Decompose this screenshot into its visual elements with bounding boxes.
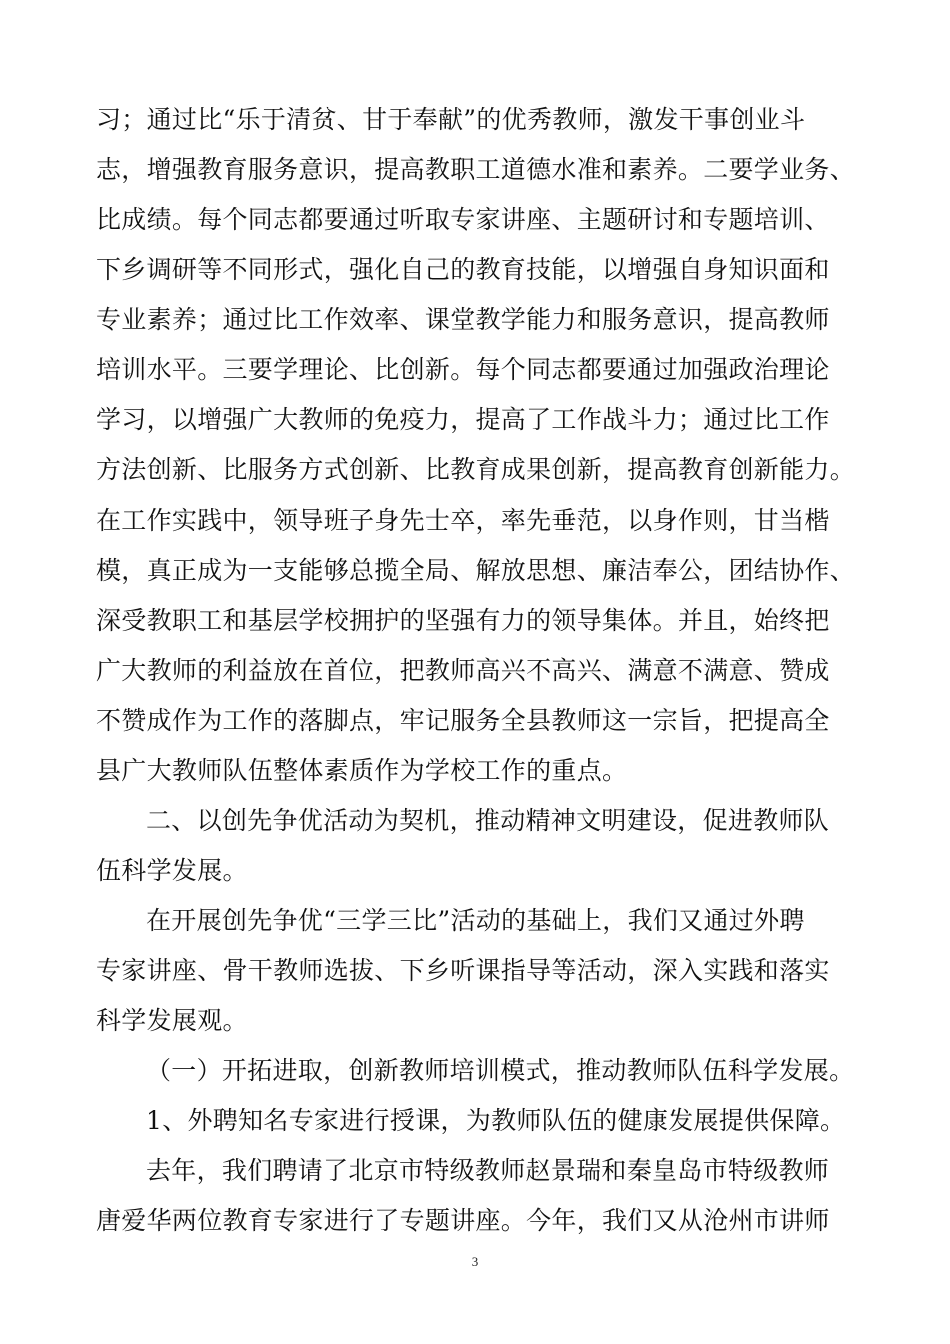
text-line: 不赞成作为工作的落脚点，牢记服务全县教师这一宗旨，把提高全: [96, 706, 830, 735]
subheading-line: 1、外聘知名专家进行授课，为教师队伍的健康发展提供保障。: [146, 1106, 846, 1135]
text-line: 科学发展观。: [96, 1006, 248, 1035]
text-line: 方法创新、比服务方式创新、比教育成果创新，提高教育创新能力。: [96, 455, 856, 484]
subheading-line: （一）开拓进取，创新教师培训模式，推动教师队伍科学发展。: [146, 1056, 855, 1085]
page-number: 3: [471, 1254, 479, 1269]
text-line: 比成绩。每个同志都要通过听取专家讲座、主题研讨和专题培训、: [96, 205, 830, 234]
text-line: 模，真正成为一支能够总揽全局、解放思想、廉洁奉公，团结协作、: [96, 556, 856, 585]
text-line: 志，增强教育服务意识，提高教职工道德水准和素养。二要学业务、: [96, 155, 856, 184]
text-line: 下乡调研等不同形式，强化自己的教育技能，以增强自身知识面和: [96, 255, 830, 284]
text-line: 专家讲座、骨干教师选拔、下乡听课指导等活动，深入实践和落实: [96, 956, 830, 985]
section-heading-line: 伍科学发展。: [96, 856, 248, 885]
text-line: 专业素养；通过比工作效率、课堂教学能力和服务意识，提高教师: [96, 305, 830, 334]
text-line: 习；通过比“乐于清贫、甘于奉献”的优秀教师，激发干事创业斗: [96, 105, 806, 134]
text-line: 培训水平。三要学理论、比创新。每个同志都要通过加强政治理论: [96, 355, 830, 384]
text-line: 学习，以增强广大教师的免疫力，提高了工作战斗力；通过比工作: [96, 405, 830, 434]
text-line: 深受教职工和基层学校拥护的坚强有力的领导集体。并且，始终把: [96, 606, 830, 635]
text-line: 在开展创先争优“三学三比”活动的基础上，我们又通过外聘: [146, 906, 805, 935]
text-line: 县广大教师队伍整体素质作为学校工作的重点。: [96, 756, 628, 785]
text-line: 在工作实践中，领导班子身先士卒，率先垂范，以身作则，甘当楷: [96, 506, 830, 535]
section-heading-line: 二、以创先争优活动为契机，推动精神文明建设，促进教师队: [146, 806, 830, 835]
text-line: 去年，我们聘请了北京市特级教师赵景瑞和秦皇岛市特级教师: [146, 1156, 830, 1185]
text-line: 广大教师的利益放在首位，把教师高兴不高兴、满意不满意、赞成: [96, 656, 830, 685]
text-line: 唐爱华两位教育专家进行了专题讲座。今年，我们又从沧州市讲师: [96, 1206, 830, 1235]
